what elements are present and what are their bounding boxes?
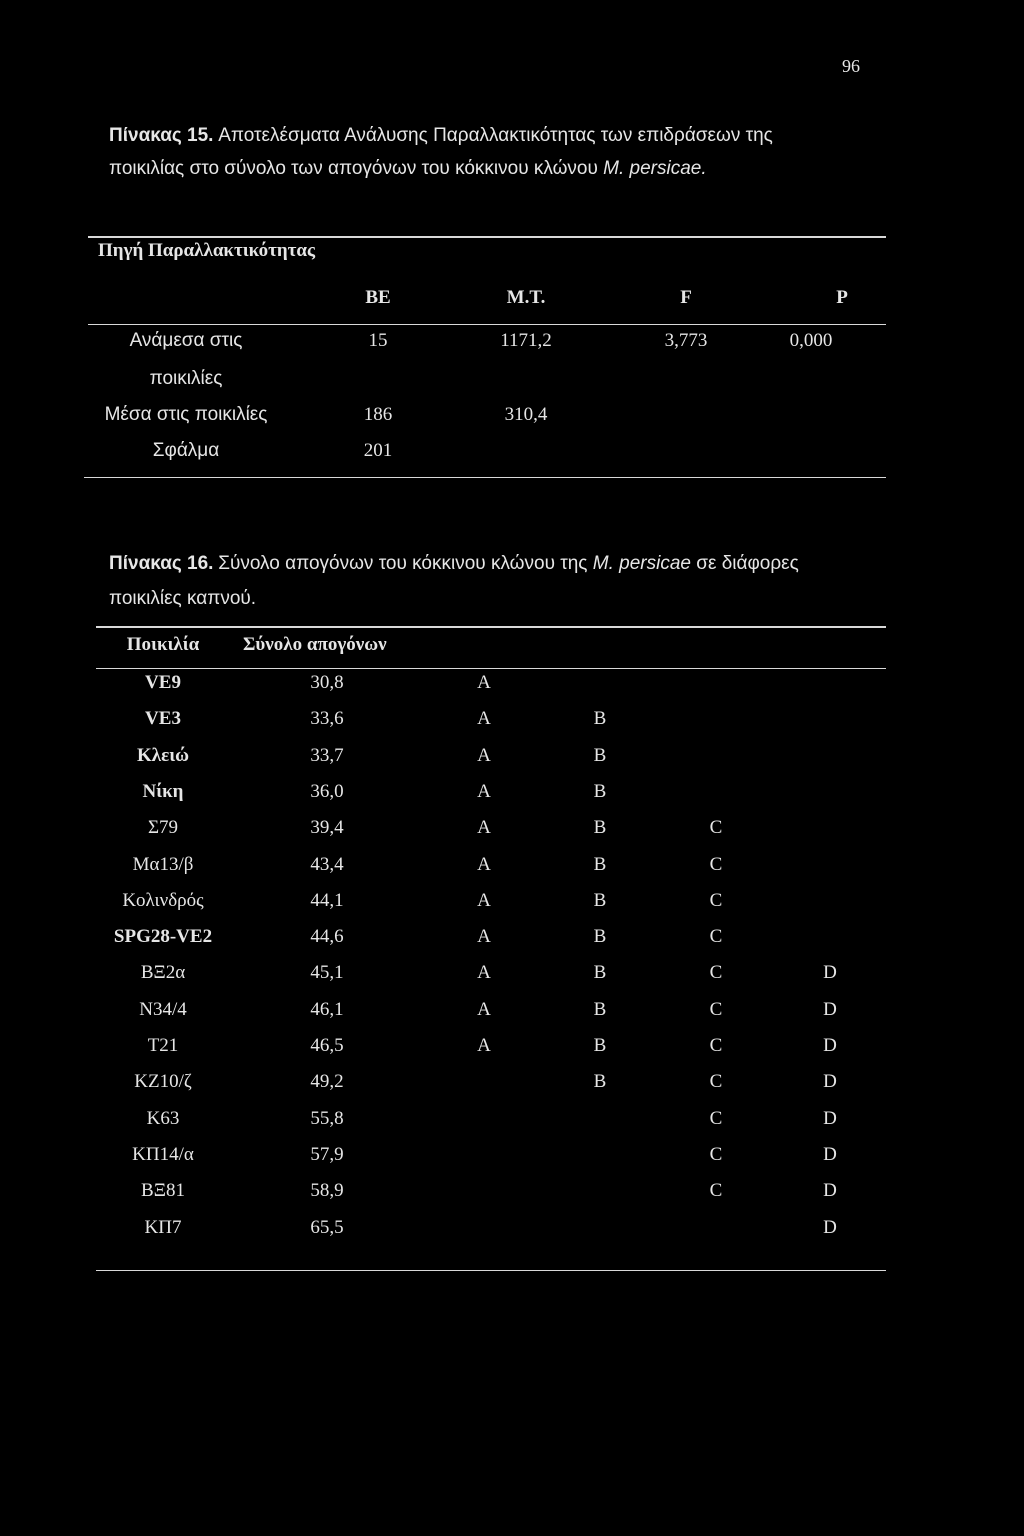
group-d-cell: D — [823, 1035, 837, 1056]
total-cell: 43,4 — [310, 853, 344, 875]
group-a-cell: A — [477, 962, 491, 984]
table15-header-source: Πηγή Παραλλακτικότητας — [98, 240, 316, 261]
variety-cell: Ν34/4 — [139, 998, 187, 1020]
group-b-cell: B — [593, 817, 607, 839]
variety-cell: Νίκη — [142, 780, 184, 802]
variety-cell: Τ21 — [147, 1035, 179, 1056]
group-c-cell: C — [709, 926, 723, 948]
table15-header-be: ΒΕ — [365, 287, 391, 308]
table16-caption-text-end: σε διάφορες — [690, 553, 799, 574]
group-d-cell: D — [823, 998, 837, 1020]
total-cell: 39,4 — [310, 817, 344, 839]
group-b-cell: B — [593, 1035, 607, 1056]
total-cell: 44,1 — [310, 889, 344, 911]
group-b-cell: B — [593, 1071, 607, 1093]
table16-caption-line1 — [109, 553, 799, 575]
total-cell: 65,5 — [310, 1216, 344, 1238]
table15-caption-label: Πίνακας 15. — [109, 125, 214, 146]
group-c-cell: C — [709, 1180, 723, 1202]
group-a-cell: A — [477, 817, 491, 839]
group-d-cell: D — [823, 1071, 837, 1093]
table15-row3-label: Σφάλμα — [152, 440, 220, 461]
group-a-cell: A — [477, 853, 491, 875]
group-a-cell: A — [477, 1035, 491, 1056]
total-cell: 46,1 — [310, 998, 344, 1020]
variety-cell: ΒΞ81 — [141, 1180, 185, 1202]
table15-row1-p: 0,000 — [789, 330, 833, 351]
total-cell: 46,5 — [310, 1035, 344, 1056]
variety-cell: VE9 — [145, 672, 181, 693]
total-cell: 33,7 — [310, 744, 344, 766]
group-a-cell: A — [477, 672, 491, 693]
group-c-cell: C — [709, 1035, 723, 1056]
table16-caption-text: Σύνολο απογόνων του κόκκινου κλώνου της — [218, 553, 593, 574]
group-c-cell: C — [709, 962, 723, 984]
variety-cell: Μα13/β — [132, 853, 194, 875]
total-cell: 44,6 — [310, 926, 344, 948]
variety-cell: Κλειώ — [136, 744, 190, 766]
variety-cell: VE3 — [145, 708, 181, 730]
group-d-cell: D — [823, 962, 837, 984]
table16-top-rule — [96, 626, 886, 628]
page-number: 96 — [842, 56, 860, 76]
group-c-cell: C — [709, 853, 723, 875]
group-c-cell: C — [709, 1071, 723, 1093]
total-cell: 45,1 — [310, 962, 344, 984]
table15-row1-label: Ανάμεσα στις — [129, 330, 243, 351]
table15-header-mt: Μ.Τ. — [506, 287, 546, 308]
total-cell: 33,6 — [310, 708, 344, 730]
table15-caption-line2 — [109, 158, 707, 180]
table16-bottom-rule — [96, 1270, 886, 1271]
total-cell: 36,0 — [310, 780, 344, 802]
group-c-cell: C — [709, 998, 723, 1020]
group-b-cell: B — [593, 853, 607, 875]
table16-caption-label: Πίνακας 16. — [109, 553, 214, 574]
table15-row1-label2: ποικιλίες — [149, 368, 223, 389]
total-cell: 57,9 — [310, 1143, 344, 1165]
total-cell: 30,8 — [310, 672, 344, 693]
table16-caption-species: M. persicae — [592, 553, 691, 574]
group-b-cell: B — [593, 889, 607, 911]
table15-row2-label: Μέσα στις ποικιλίες — [104, 404, 268, 425]
table15-bottom-rule — [84, 477, 886, 478]
table15-row1-be: 15 — [368, 330, 388, 351]
total-cell: 49,2 — [310, 1071, 344, 1093]
table16-header-total: Σύνολο απογόνων — [243, 634, 387, 655]
table15-caption-species: M. persicae. — [603, 158, 707, 179]
group-b-cell: B — [593, 744, 607, 766]
group-a-cell: A — [477, 708, 491, 730]
group-c-cell: C — [709, 1107, 723, 1129]
variety-cell: SPG28-VE2 — [113, 926, 213, 948]
table15-header-f: F — [680, 287, 692, 308]
table15-row2-mt: 310,4 — [504, 404, 548, 425]
group-a-cell: A — [477, 889, 491, 911]
group-b-cell: B — [593, 926, 607, 948]
group-b-cell: B — [593, 962, 607, 984]
table15-top-rule — [88, 236, 886, 238]
table16-caption-line2: ποικιλίες καπνού. — [109, 588, 257, 609]
table15-caption-text: Αποτελέσματα Ανάλυσης Παραλλακτικότητας των επιδράσεων της — [218, 125, 773, 146]
group-b-cell: B — [593, 780, 607, 802]
variety-cell: ΚΠ7 — [144, 1216, 182, 1238]
group-b-cell: B — [593, 708, 607, 730]
variety-cell: ΚΠ14/α — [132, 1143, 194, 1165]
group-b-cell: B — [593, 998, 607, 1020]
variety-cell: Σ79 — [147, 817, 179, 839]
table15-row1-f: 3,773 — [664, 330, 708, 351]
table16-header-rule — [96, 668, 886, 669]
group-d-cell: D — [823, 1107, 837, 1129]
group-c-cell: C — [709, 889, 723, 911]
group-c-cell: C — [709, 1143, 723, 1165]
table15-row2-be: 186 — [363, 404, 393, 425]
group-d-cell: D — [823, 1216, 837, 1238]
variety-cell: ΚΖ10/ζ — [134, 1071, 192, 1093]
group-d-cell: D — [823, 1180, 837, 1202]
table15-header-p: P — [836, 287, 848, 308]
group-a-cell: A — [477, 926, 491, 948]
table15-caption-line1 — [109, 125, 773, 147]
variety-cell: Κ63 — [146, 1107, 180, 1129]
group-a-cell: A — [477, 780, 491, 802]
variety-cell: ΒΞ2α — [140, 962, 186, 984]
table15-row3-be: 201 — [363, 440, 393, 461]
table15-caption-text2: ποικιλίας στο σύνολο των απογόνων του κόκκινου κλώνου — [109, 158, 604, 179]
group-a-cell: A — [477, 744, 491, 766]
group-d-cell: D — [823, 1143, 837, 1165]
table15-header-rule — [88, 324, 886, 325]
table15-row1-mt: 1171,2 — [500, 330, 552, 351]
variety-cell: Κολινδρός — [122, 889, 204, 911]
group-a-cell: A — [477, 998, 491, 1020]
total-cell: 58,9 — [310, 1180, 344, 1202]
total-cell: 55,8 — [310, 1107, 344, 1129]
group-c-cell: C — [709, 817, 723, 839]
table16-header-variety: Ποικιλία — [126, 634, 200, 655]
